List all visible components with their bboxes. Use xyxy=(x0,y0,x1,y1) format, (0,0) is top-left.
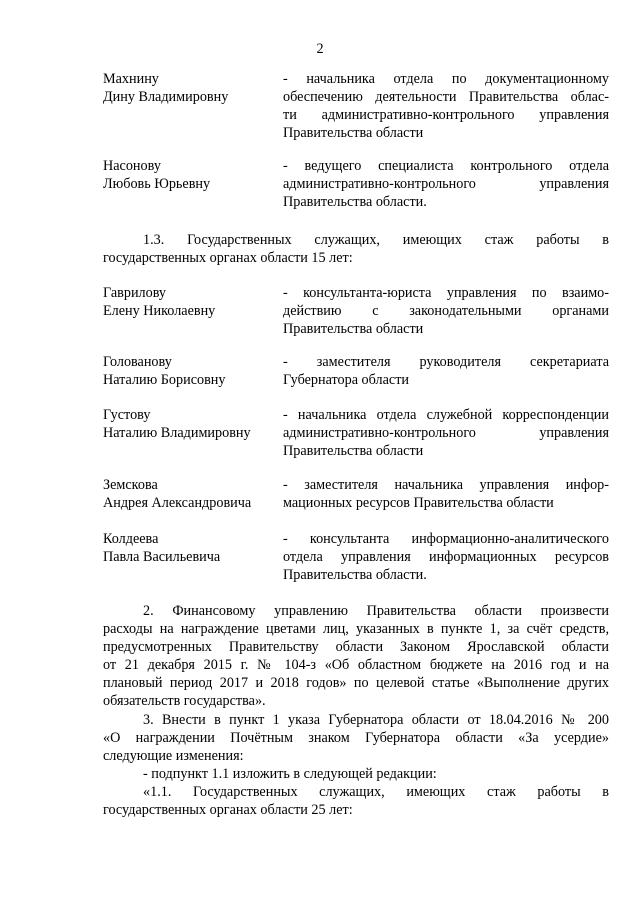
paragraph-line: «1.1. Государственных служащих, имеющих стаж работы в xyxy=(143,784,609,800)
paragraph-line: государственных органах области 25 лет: xyxy=(103,802,353,818)
person-position xyxy=(283,284,609,338)
position-line: Правительства области xyxy=(283,125,424,141)
position-line: административно-контрольного управления xyxy=(283,176,609,192)
paragraph-3-subitem xyxy=(103,765,609,783)
person-name xyxy=(103,476,283,512)
person-position xyxy=(283,157,609,211)
surname: Гаврилову xyxy=(103,285,167,301)
paragraph-line: 3. Внести в пункт 1 указа Губернатора области от 18.04.2016 № 200 xyxy=(143,712,609,728)
position-line: - ведущего специалиста контрольного отдела xyxy=(283,158,609,174)
position-line: Правительства области. xyxy=(283,194,427,210)
position-line: - заместителя начальника управления инфор- xyxy=(283,477,609,493)
given-names: Павла Васильевича xyxy=(103,549,221,565)
surname: Густову xyxy=(103,407,151,423)
surname: Голованову xyxy=(103,354,172,370)
surname: Махнину xyxy=(103,71,159,87)
position-line: ти административно-контрольного управления xyxy=(283,107,609,123)
paragraph-line: плановый период 2017 и 2018 годов» по целевой статье «Выполнение других xyxy=(103,675,609,691)
paragraph-line: от 21 декабря 2015 г. № 104-з «Об областном бюджете на 2016 год и на xyxy=(103,657,609,673)
position-line: Губернатора области xyxy=(283,372,409,388)
paragraph-line: 2. Финансовому управлению Правительства области произвести xyxy=(143,603,609,619)
surname: Насонову xyxy=(103,158,161,174)
surname: Колдеева xyxy=(103,531,159,547)
position-line: - консультанта-юриста управления по взаимо- xyxy=(283,285,609,301)
page-number: 2 xyxy=(316,41,324,57)
given-names: Наталию Борисовну xyxy=(103,372,226,388)
paragraph-line: - подпункт 1.1 изложить в следующей редакции: xyxy=(143,766,437,782)
given-names: Любовь Юрьевну xyxy=(103,176,211,192)
paragraph-3 xyxy=(103,711,609,765)
given-names: Наталию Владимировну xyxy=(103,425,251,441)
person-position xyxy=(283,476,609,512)
paragraph-line: обязательств государства». xyxy=(103,693,266,709)
position-line: мационных ресурсов Правительства области xyxy=(283,495,554,511)
position-line: - начальника отдела по документационному xyxy=(283,71,609,87)
section-1-3 xyxy=(103,231,609,267)
position-line: - заместителя руководителя секретариата xyxy=(283,354,609,370)
position-line: административно-контрольного управления xyxy=(283,425,609,441)
paragraph-line: следующие изменения: xyxy=(103,748,244,764)
surname: Земскова xyxy=(103,477,158,493)
paragraph-line: «О награждении Почётным знаком Губернатора области «За усердие» xyxy=(103,730,609,746)
person-position xyxy=(283,406,609,460)
person-position xyxy=(283,353,609,389)
paragraph-line: государственных органах области 15 лет: xyxy=(103,250,353,266)
position-line: отдела управления информационных ресурсов xyxy=(283,549,609,565)
person-position xyxy=(283,530,609,584)
person-name xyxy=(103,406,283,442)
person-name xyxy=(103,157,283,193)
given-names: Дину Владимировну xyxy=(103,89,229,105)
position-line: Правительства области xyxy=(283,443,424,459)
position-line: обеспечению деятельности Правительства облас- xyxy=(283,89,609,105)
person-name xyxy=(103,284,283,320)
position-line: Правительства области xyxy=(283,321,424,337)
given-names: Елену Николаевну xyxy=(103,303,216,319)
paragraph-line: 1.3. Государственных служащих, имеющих стаж работы в xyxy=(143,232,609,248)
person-position xyxy=(283,70,609,142)
position-line: Правительства области. xyxy=(283,567,427,583)
paragraph-2 xyxy=(103,602,609,710)
person-name xyxy=(103,530,283,566)
person-name xyxy=(103,353,283,389)
given-names: Андрея Александровича xyxy=(103,495,252,511)
position-line: - консультанта информационно-аналитического xyxy=(283,531,609,547)
person-name xyxy=(103,70,283,106)
position-line: - начальника отдела служебной корреспонденции xyxy=(283,407,609,423)
paragraph-3-quote xyxy=(103,783,609,819)
paragraph-line: расходы на награждение цветами лиц, указанных в пункте 1, за счёт средств, xyxy=(103,621,609,637)
position-line: действию с законодательными органами xyxy=(283,303,609,319)
paragraph-line: предусмотренных Правительству области Законом Ярославской области xyxy=(103,639,609,655)
